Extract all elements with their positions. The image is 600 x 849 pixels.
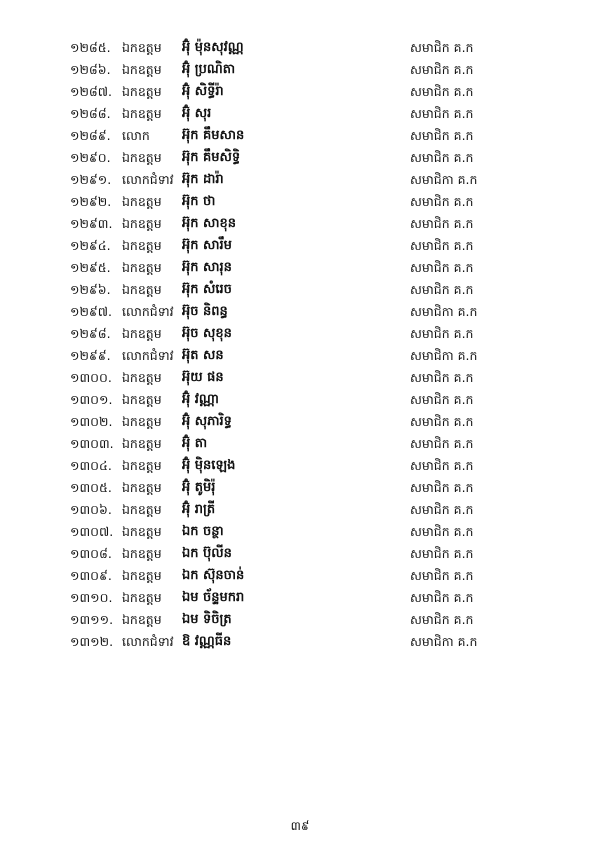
entry-name: អ៊ុំ វណ្ណា	[182, 392, 219, 407]
entry-number: ១២៨៥.	[70, 40, 111, 55]
list-item	[70, 521, 510, 543]
list-item	[70, 499, 510, 521]
list-item	[70, 367, 510, 389]
entry-number: ១២៩១.	[70, 172, 112, 187]
entry-name: អ៊ុំ រាត្រី	[182, 502, 216, 517]
entry-role: សមាជិក គ.ក	[410, 612, 474, 627]
list-item	[70, 235, 510, 257]
entry-number: ១៣០១.	[70, 392, 113, 407]
entry-name: ឱ វណ្ណធីន	[182, 634, 232, 649]
entry-role: សមាជិក គ.ក	[410, 106, 474, 121]
list-item	[70, 543, 510, 565]
entry-name: អ៊ុត សន	[182, 348, 224, 363]
entry-title: ឯកឧត្តម	[122, 546, 162, 561]
list-item	[70, 147, 510, 169]
entry-role: សមាជិកា គ.ក	[410, 634, 478, 649]
entry-name: អ៊ុច និពន្ធ	[182, 304, 228, 319]
entry-name: អ៊ុក ថា	[182, 194, 216, 209]
entry-number: ១៣០៦.	[70, 502, 112, 517]
entry-title: ឯកឧត្តម	[122, 62, 162, 77]
entry-title: ឯកឧត្តម	[122, 436, 162, 451]
entry-name: អ៊ុំ ម៉ិនឡេង	[182, 458, 236, 473]
entry-title: ឯកឧត្តម	[122, 260, 162, 275]
entry-name: អ៊ុំ ម៉ុនសុវណ្ណ	[182, 40, 244, 55]
entry-title: ឯកឧត្តម	[122, 84, 162, 99]
entry-role: សមាជិក គ.ក	[410, 194, 474, 209]
entry-name: អ៊ុំ ប្រណិតា	[182, 62, 236, 77]
entry-title: ឯកឧត្តម	[122, 282, 162, 297]
entry-number: ១៣០៩.	[70, 568, 112, 583]
list-item	[70, 433, 510, 455]
member-list	[70, 37, 510, 653]
entry-title: ឯកឧត្តម	[122, 392, 162, 407]
entry-title: លោកជំទាវ	[122, 172, 174, 187]
entry-name: អ៊ុំ សុរ	[182, 106, 212, 121]
page-number: ៣៩	[290, 819, 310, 833]
entry-name: អ៊ុយ ផន	[182, 370, 224, 385]
entry-number: ១៣០៨.	[70, 546, 112, 561]
list-item	[70, 587, 510, 609]
entry-title: ឯកឧត្តម	[122, 238, 162, 253]
entry-name: អ៊ុំ តូមិរ៉ុ	[182, 480, 216, 495]
entry-role: សមាជិកា គ.ក	[410, 304, 478, 319]
entry-number: ១៣០០.	[70, 370, 112, 385]
entry-name: ឯក ស៊ុនចាន់	[182, 568, 245, 583]
entry-role: សមាជិកា គ.ក	[410, 172, 478, 187]
entry-title: ឯកឧត្តម	[122, 40, 162, 55]
entry-name: អ៊ុក គឹមសិទ្ធិ	[182, 150, 241, 165]
entry-number: ១២៨៨.	[70, 106, 111, 121]
entry-role: សមាជិក គ.ក	[410, 40, 474, 55]
entry-number: ១២៨៩.	[70, 128, 111, 143]
entry-title: ឯកឧត្តម	[122, 524, 162, 539]
entry-number: ១៣១០.	[70, 590, 113, 605]
entry-name: អ៊ុក សារឹម	[182, 238, 232, 253]
entry-role: សមាជិក គ.ក	[410, 370, 474, 385]
entry-role: សមាជិក គ.ក	[410, 62, 474, 77]
entry-title: លោកជំទាវ	[122, 634, 174, 649]
entry-name: អ៊ុក គឹមសាន	[182, 128, 245, 143]
list-item	[70, 169, 510, 191]
entry-role: សមាជិក គ.ក	[410, 216, 474, 231]
entry-role: សមាជិក គ.ក	[410, 524, 474, 539]
list-item	[70, 37, 510, 59]
entry-role: សមាជិក គ.ក	[410, 128, 474, 143]
entry-role: សមាជិកា គ.ក	[410, 348, 478, 363]
entry-number: ១៣០៥.	[70, 480, 112, 495]
entry-role: សមាជិក គ.ក	[410, 238, 474, 253]
list-item	[70, 125, 510, 147]
entry-number: ១៣០២.	[70, 414, 113, 429]
entry-number: ១២៩០.	[70, 150, 111, 165]
entry-name: អ៊ុក ដារ៉ា	[182, 172, 224, 187]
list-item	[70, 191, 510, 213]
entry-role: សមាជិក គ.ក	[410, 480, 474, 495]
entry-title: លោកជំទាវ	[122, 348, 174, 363]
list-item	[70, 411, 510, 433]
entry-role: សមាជិក គ.ក	[410, 326, 474, 341]
entry-number: ១៣០៧.	[70, 524, 114, 539]
entry-name: ឯក ប៊ុលីន	[182, 546, 232, 561]
entry-name: ឯម ច័ន្ទមករា	[182, 590, 245, 605]
entry-name: អ៊ុំ តា	[182, 436, 208, 451]
entry-number: ១៣០៤.	[70, 458, 112, 473]
entry-title: លោកជំទាវ	[122, 304, 174, 319]
entry-role: សមាជិក គ.ក	[410, 150, 474, 165]
entry-title: ឯកឧត្តម	[122, 106, 162, 121]
list-item	[70, 59, 510, 81]
list-item	[70, 455, 510, 477]
entry-title: ឯកឧត្តម	[122, 458, 162, 473]
list-item	[70, 257, 510, 279]
entry-number: ១២៩៩.	[70, 348, 111, 363]
list-item	[70, 631, 510, 653]
list-item	[70, 477, 510, 499]
entry-name: អ៊ុក សាខុន	[182, 216, 237, 231]
entry-role: សមាជិក គ.ក	[410, 436, 474, 451]
entry-number: ១៣១២.	[70, 634, 114, 649]
entry-number: ១២៨៦.	[70, 62, 111, 77]
entry-number: ១២៩៧.	[70, 304, 112, 319]
entry-role: សមាជិក គ.ក	[410, 568, 474, 583]
entry-role: សមាជិក គ.ក	[410, 546, 474, 561]
entry-title: ឯកឧត្តម	[122, 194, 162, 209]
entry-name: ឯម ទិចិត្រ	[182, 612, 232, 627]
entry-name: អ៊ុំ សុភារិទ្ធ	[182, 414, 232, 429]
entry-number: ១៣០៣.	[70, 436, 114, 451]
entry-role: សមាជិក គ.ក	[410, 458, 474, 473]
entry-role: សមាជិក គ.ក	[410, 392, 474, 407]
entry-role: សមាជិក គ.ក	[410, 282, 474, 297]
entry-number: ១២៨៧.	[70, 84, 112, 99]
list-item	[70, 279, 510, 301]
entry-name: អ៊ុំ សិទ្ធីរ៉ា	[182, 84, 224, 99]
entry-title: ឯកឧត្តម	[122, 414, 162, 429]
entry-role: សមាជិក គ.ក	[410, 590, 474, 605]
entry-number: ១២៩៤.	[70, 238, 111, 253]
entry-name: អ៊ុក សំរេច	[182, 282, 232, 297]
entry-number: ១៣១១.	[70, 612, 114, 627]
entry-role: សមាជិក គ.ក	[410, 414, 474, 429]
entry-name: អ៊ុក សារុន	[182, 260, 232, 275]
list-item	[70, 389, 510, 411]
list-item	[70, 213, 510, 235]
entry-role: សមាជិក គ.ក	[410, 84, 474, 99]
list-item	[70, 609, 510, 631]
entry-title: ឯកឧត្តម	[122, 216, 162, 231]
entry-title: ឯកឧត្តម	[122, 502, 162, 517]
entry-name: អ៊ុច សុខុន	[182, 326, 232, 341]
entry-role: សមាជិក គ.ក	[410, 260, 474, 275]
entry-title: លោក	[122, 128, 150, 143]
entry-number: ១២៩៥.	[70, 260, 111, 275]
entry-title: ឯកឧត្តម	[122, 480, 162, 495]
entry-title: ឯកឧត្តម	[122, 568, 162, 583]
list-item	[70, 565, 510, 587]
entry-number: ១២៩៨.	[70, 326, 111, 341]
entry-number: ១២៩២.	[70, 194, 112, 209]
entry-number: ១២៩៦.	[70, 282, 111, 297]
entry-title: ឯកឧត្តម	[122, 370, 162, 385]
entry-title: ឯកឧត្តម	[122, 326, 162, 341]
entry-number: ១២៩៣.	[70, 216, 113, 231]
list-item	[70, 103, 510, 125]
list-item	[70, 301, 510, 323]
entry-role: សមាជិក គ.ក	[410, 502, 474, 517]
entry-title: ឯកឧត្តម	[122, 150, 162, 165]
entry-title: ឯកឧត្តម	[122, 590, 162, 605]
entry-name: ឯក ចន្ថា	[182, 524, 224, 539]
list-item	[70, 345, 510, 367]
list-item	[70, 323, 510, 345]
entry-title: ឯកឧត្តម	[122, 612, 162, 627]
list-item	[70, 81, 510, 103]
